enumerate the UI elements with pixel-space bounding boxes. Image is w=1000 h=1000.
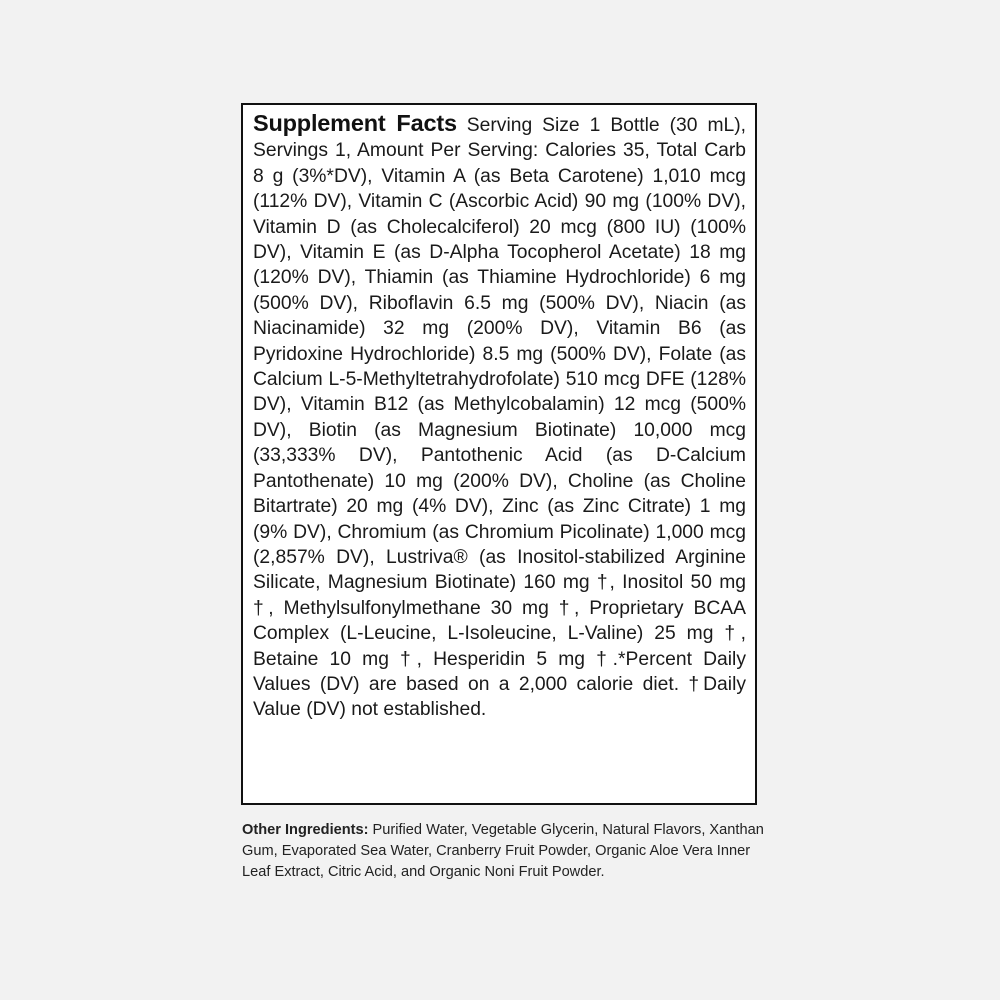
other-ingredients-label: Other Ingredients: (242, 822, 369, 838)
other-ingredients-text: Purified Water, Vegetable Glycerin, Natural Flavors, Xanthan Gum, Evaporated Sea Water, Cranberry Fruit Powder, Organic Aloe Vera Inner Leaf Extract, Citric Acid, and Organic Noni Fruit Powder. (242, 822, 764, 880)
other-ingredients (242, 820, 764, 882)
supplement-facts-text (253, 111, 746, 723)
supplement-facts-panel (241, 103, 757, 805)
supplement-facts-body: Serving Size 1 Bottle (30 mL), Servings 1, Amount Per Serving: Calories 35, Total Carb 8 g (3%*DV), Vitamin A (as Beta Carotene) 1,010 mcg (112% DV), Vitamin C (Ascorbic Acid) 90 mg (100% DV), Vitamin D (as Cholecalciferol) 20 mcg (800 IU) (100% DV), Vitamin E (as D-Alpha Tocopherol Acetate) 18 mg (120% DV), Thiamin (as Thiamine Hydrochloride) 6 mg (500% DV), Riboflavin 6.5 mg (500% DV), Niacin (as Niacinamide) 32 mg (200% DV), Vitamin B6 (as Pyridoxine Hydrochloride) 8.5 mg (500% DV), Folate (as Calcium L-5-Methyltetrahydrofolate) 510 mcg DFE (128% DV), Vitamin B12 (as Methylcobalamin) 12 mcg (500% DV), Biotin (as Magnesium Biotinate) 10,000 mcg (33,333% DV), Pantothenic Acid (as D-Calcium Pantothenate) 10 mg (200% DV), Choline (as Choline Bitartrate) 20 mg (4% DV), Zinc (as Zinc Citrate) 1 mg (9% DV), Chromium (as Chromium Picolinate) 1,000 mcg (2,857% DV), Lustriva® (as Inositol-stabilized Arginine Silicate, Magnesium Biotinate) 160 mg †, Inositol 50 mg †, Methylsulfonylmethane 30 mg †, Proprietary BCAA Complex (L-Leucine, L-Isoleucine, L-Valine) 25 mg †, Betaine 10 mg †, Hesperidin 5 mg †.*Percent Daily Values (DV) are based on a 2,000 calorie diet. †Daily Value (DV) not established. (253, 115, 747, 721)
supplement-facts-title: Supplement Facts (253, 110, 457, 136)
